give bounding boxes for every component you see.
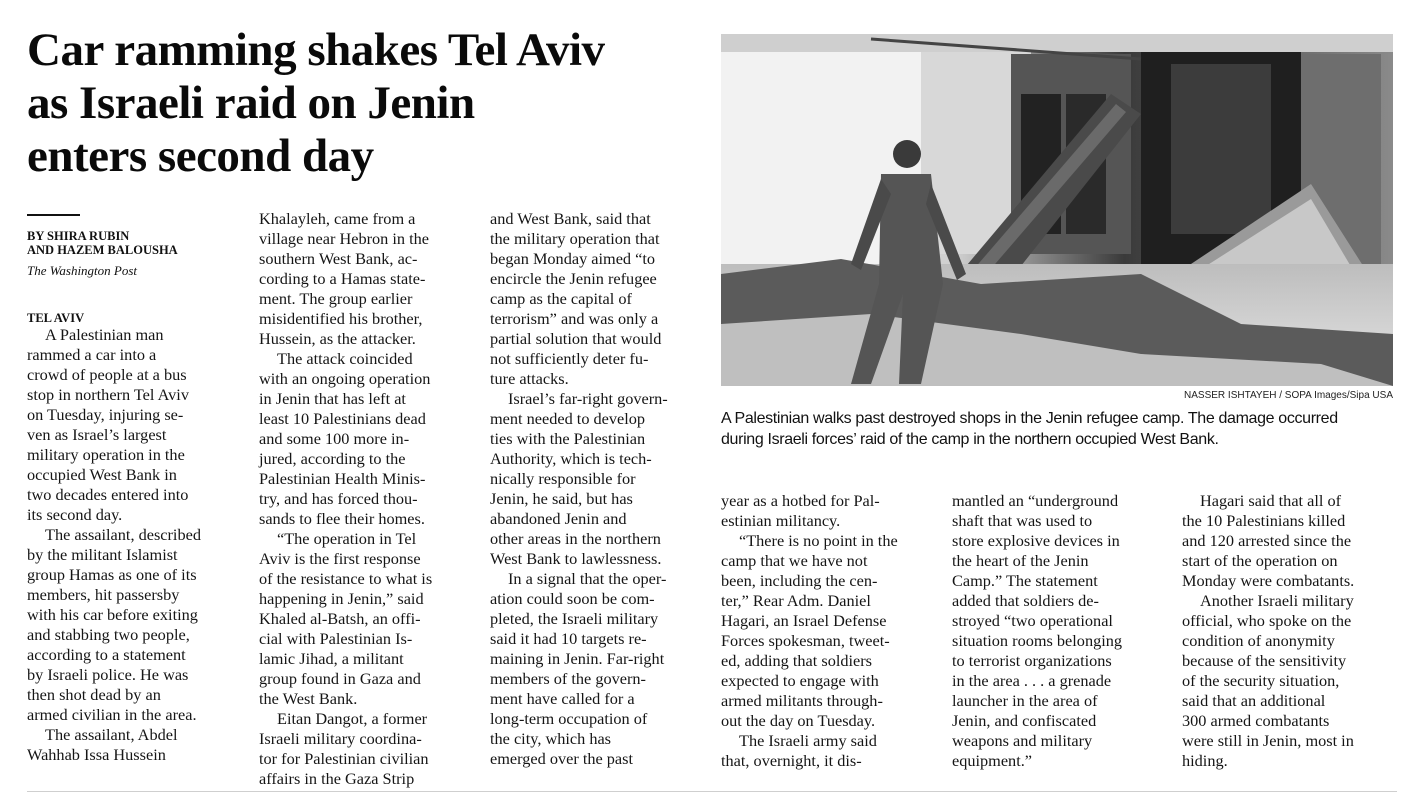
text-line: sands to flee their homes. bbox=[259, 509, 425, 528]
paragraph bbox=[27, 725, 247, 765]
text-line: then shot dead by an bbox=[27, 685, 161, 704]
text-line: occupied West Bank in bbox=[27, 465, 177, 484]
paragraph bbox=[721, 531, 941, 731]
text-line: cial with Palestinian Is- bbox=[259, 629, 413, 648]
text-line: Hagari, an Israel Defense bbox=[721, 611, 887, 630]
text-line: military operation in the bbox=[27, 445, 185, 464]
text-line: by the militant Islamist bbox=[27, 545, 178, 564]
text-line: the military operation that bbox=[490, 229, 660, 248]
text-line: with an ongoing operation bbox=[259, 369, 431, 388]
text-line: mantled an “underground bbox=[952, 491, 1119, 510]
paragraph bbox=[259, 709, 479, 789]
text-line: Another Israeli military bbox=[1200, 591, 1354, 610]
text-line: In a signal that the oper- bbox=[508, 569, 667, 588]
text-line: two decades entered into bbox=[27, 485, 189, 504]
headline-line: enters second day bbox=[27, 130, 374, 182]
byline-line: BY SHIRA RUBIN bbox=[27, 229, 130, 243]
article-column-2 bbox=[259, 209, 479, 789]
text-line: launcher in the area of bbox=[952, 691, 1098, 710]
photo-caption-line: during Israeli forces’ raid of the camp in the northern occupied West Bank. bbox=[721, 431, 1219, 448]
text-line: crowd of people at a bus bbox=[27, 365, 187, 384]
photo-caption bbox=[721, 408, 1411, 450]
text-line: start of the operation on bbox=[1182, 551, 1338, 570]
text-line: encircle the Jenin refugee bbox=[490, 269, 657, 288]
text-line: ven as Israel’s largest bbox=[27, 425, 167, 444]
text-line: Khalayleh, came from a bbox=[259, 209, 416, 228]
text-line: Israeli military coordina- bbox=[259, 729, 422, 748]
text-line: ties with the Palestinian bbox=[490, 429, 646, 448]
text-line: jured, according to the bbox=[259, 449, 406, 468]
text-line: of the security situation, bbox=[1182, 671, 1340, 690]
text-line: lamic Jihad, a militant bbox=[259, 649, 404, 668]
text-line: been, including the cen- bbox=[721, 571, 878, 590]
article-column-1 bbox=[27, 325, 247, 765]
text-line: The attack coincided bbox=[277, 349, 413, 368]
text-line: southern West Bank, ac- bbox=[259, 249, 418, 268]
text-line: year as a hotbed for Pal- bbox=[721, 491, 880, 510]
text-line: “There is no point in the bbox=[739, 531, 898, 550]
text-line: camp that we have not bbox=[721, 551, 868, 570]
text-line: store explosive devices in bbox=[952, 531, 1120, 550]
paragraph bbox=[721, 491, 941, 531]
article-column-5 bbox=[952, 491, 1172, 771]
text-line: according to a statement bbox=[27, 645, 186, 664]
byline-rule bbox=[27, 214, 80, 216]
text-line: weapons and military bbox=[952, 731, 1093, 750]
byline bbox=[27, 229, 247, 257]
photo-caption-line: A Palestinian walks past destroyed shops in the Jenin refugee camp. The damage occurred bbox=[721, 410, 1338, 427]
text-line: A Palestinian man bbox=[45, 325, 164, 344]
text-line: the heart of the Jenin bbox=[952, 551, 1089, 570]
byline-organization: The Washington Post bbox=[27, 263, 138, 278]
text-line: stop in northern Tel Aviv bbox=[27, 385, 189, 404]
headline bbox=[27, 24, 717, 183]
text-line: maining in Jenin. Far-right bbox=[490, 649, 665, 668]
text-line: The assailant, Abdel bbox=[45, 725, 178, 744]
text-line: not sufficiently deter fu- bbox=[490, 349, 649, 368]
paragraph bbox=[259, 209, 479, 349]
text-line: rammed a car into a bbox=[27, 345, 157, 364]
text-line: condition of anonymity bbox=[1182, 631, 1335, 650]
photo-illustration bbox=[721, 34, 1393, 386]
text-line: stroyed “two operational bbox=[952, 611, 1113, 630]
photo-credit: NASSER ISHTAYEH / SOPA Images/Sipa USA bbox=[1184, 390, 1393, 401]
text-line: ment have called for a bbox=[490, 689, 635, 708]
text-line: Jenin, he said, but has bbox=[490, 489, 633, 508]
text-line: in the area . . . a grenade bbox=[952, 671, 1112, 690]
text-line: West Bank to lawlessness. bbox=[490, 549, 662, 568]
paragraph bbox=[27, 325, 247, 525]
text-line: the 10 Palestinians killed bbox=[1182, 511, 1346, 530]
paragraph bbox=[1182, 491, 1402, 591]
text-line: ed, adding that soldiers bbox=[721, 651, 873, 670]
text-line: Jenin, and confiscated bbox=[952, 711, 1097, 730]
text-line: Camp.” The statement bbox=[952, 571, 1098, 590]
text-line: and some 100 more in- bbox=[259, 429, 410, 448]
text-line: began Monday aimed “to bbox=[490, 249, 656, 268]
text-line: abandoned Jenin and bbox=[490, 509, 627, 528]
text-line: other areas in the northern bbox=[490, 529, 661, 548]
paragraph bbox=[490, 209, 710, 389]
text-line: The Israeli army said bbox=[739, 731, 877, 750]
text-line: situation rooms belonging bbox=[952, 631, 1123, 650]
text-line: Hussein, as the attacker. bbox=[259, 329, 416, 348]
text-line: added that soldiers de- bbox=[952, 591, 1099, 610]
text-line: of the resistance to what is bbox=[259, 569, 433, 588]
text-line: Khaled al-Batsh, an offi- bbox=[259, 609, 421, 628]
headline-line: Car ramming shakes Tel Aviv bbox=[27, 24, 605, 76]
text-line: equipment.” bbox=[952, 751, 1033, 770]
text-line: Hagari said that all of bbox=[1200, 491, 1342, 510]
text-line: on Tuesday, injuring se- bbox=[27, 405, 184, 424]
text-line: Monday were combatants. bbox=[1182, 571, 1355, 590]
text-line: out the day on Tuesday. bbox=[721, 711, 876, 730]
text-line: shaft that was used to bbox=[952, 511, 1093, 530]
text-line: “The operation in Tel bbox=[277, 529, 417, 548]
text-line: by Israeli police. He was bbox=[27, 665, 189, 684]
paragraph bbox=[1182, 591, 1402, 771]
text-line: village near Hebron in the bbox=[259, 229, 429, 248]
text-line: long-term occupation of bbox=[490, 709, 648, 728]
text-line: least 10 Palestinians dead bbox=[259, 409, 426, 428]
paragraph bbox=[952, 491, 1172, 771]
text-line: said that an additional bbox=[1182, 691, 1326, 710]
text-line: 300 armed combatants bbox=[1182, 711, 1330, 730]
text-line: Israel’s far-right govern- bbox=[508, 389, 668, 408]
paragraph bbox=[490, 569, 710, 769]
text-line: ture attacks. bbox=[490, 369, 569, 388]
text-line: armed militants through- bbox=[721, 691, 883, 710]
text-line: ter,” Rear Adm. Daniel bbox=[721, 591, 871, 610]
text-line: terrorism” and was only a bbox=[490, 309, 659, 328]
text-line: expected to engage with bbox=[721, 671, 879, 690]
text-line: and stabbing two people, bbox=[27, 625, 190, 644]
text-line: pleted, the Israeli military bbox=[490, 609, 659, 628]
text-line: and West Bank, said that bbox=[490, 209, 651, 228]
text-line: ation could soon be com- bbox=[490, 589, 655, 608]
text-line: members, hit passersby bbox=[27, 585, 180, 604]
text-line: were still in Jenin, most in bbox=[1182, 731, 1354, 750]
text-line: and 120 arrested since the bbox=[1182, 531, 1352, 550]
text-line: in Jenin that has left at bbox=[259, 389, 406, 408]
text-line: official, who spoke on the bbox=[1182, 611, 1352, 630]
paragraph bbox=[490, 389, 710, 569]
text-line: try, and has forced thou- bbox=[259, 489, 418, 508]
text-line: partial solution that would bbox=[490, 329, 662, 348]
text-line: cording to a Hamas state- bbox=[259, 269, 426, 288]
text-line: Eitan Dangot, a former bbox=[277, 709, 428, 728]
text-line: group Hamas as one of its bbox=[27, 565, 197, 584]
text-line: to terrorist organizations bbox=[952, 651, 1112, 670]
text-line: nically responsible for bbox=[490, 469, 636, 488]
text-line: group found in Gaza and bbox=[259, 669, 421, 688]
headline-line: as Israeli raid on Jenin bbox=[27, 77, 475, 129]
text-line: tor for Palestinian civilian bbox=[259, 749, 429, 768]
article-column-4 bbox=[721, 491, 941, 771]
text-line: ment needed to develop bbox=[490, 409, 646, 428]
text-line: that, overnight, it dis- bbox=[721, 751, 862, 770]
text-line: with his car before exiting bbox=[27, 605, 198, 624]
text-line: said it had 10 targets re- bbox=[490, 629, 647, 648]
paragraph bbox=[27, 525, 247, 725]
text-line: because of the sensitivity bbox=[1182, 651, 1347, 670]
text-line: emerged over the past bbox=[490, 749, 634, 768]
text-line: estinian militancy. bbox=[721, 511, 841, 530]
text-line: happening in Jenin,” said bbox=[259, 589, 424, 608]
text-line: misidentified his brother, bbox=[259, 309, 423, 328]
text-line: The assailant, described bbox=[45, 525, 201, 544]
text-line: armed civilian in the area. bbox=[27, 705, 197, 724]
text-line: Wahhab Issa Hussein bbox=[27, 745, 166, 764]
text-line: its second day. bbox=[27, 505, 123, 524]
text-line: hiding. bbox=[1182, 751, 1228, 770]
article-column-6 bbox=[1182, 491, 1402, 771]
paragraph bbox=[259, 529, 479, 709]
dateline: TEL AVIV bbox=[27, 311, 85, 325]
text-line: ment. The group earlier bbox=[259, 289, 413, 308]
text-line: Authority, which is tech- bbox=[490, 449, 652, 468]
paragraph bbox=[259, 349, 479, 529]
byline-line: AND HAZEM BALOUSHA bbox=[27, 243, 178, 257]
text-line: Palestinian Health Minis- bbox=[259, 469, 426, 488]
text-line: Aviv is the first response bbox=[259, 549, 421, 568]
text-line: the city, which has bbox=[490, 729, 612, 748]
bottom-rule bbox=[27, 791, 1397, 792]
text-line: Forces spokesman, tweet- bbox=[721, 631, 890, 650]
news-photo bbox=[721, 34, 1393, 386]
article-column-3 bbox=[490, 209, 710, 769]
paragraph bbox=[721, 731, 941, 771]
text-line: affairs in the Gaza Strip bbox=[259, 769, 415, 788]
text-line: the West Bank. bbox=[259, 689, 358, 708]
text-line: camp as the capital of bbox=[490, 289, 632, 308]
text-line: members of the govern- bbox=[490, 669, 646, 688]
